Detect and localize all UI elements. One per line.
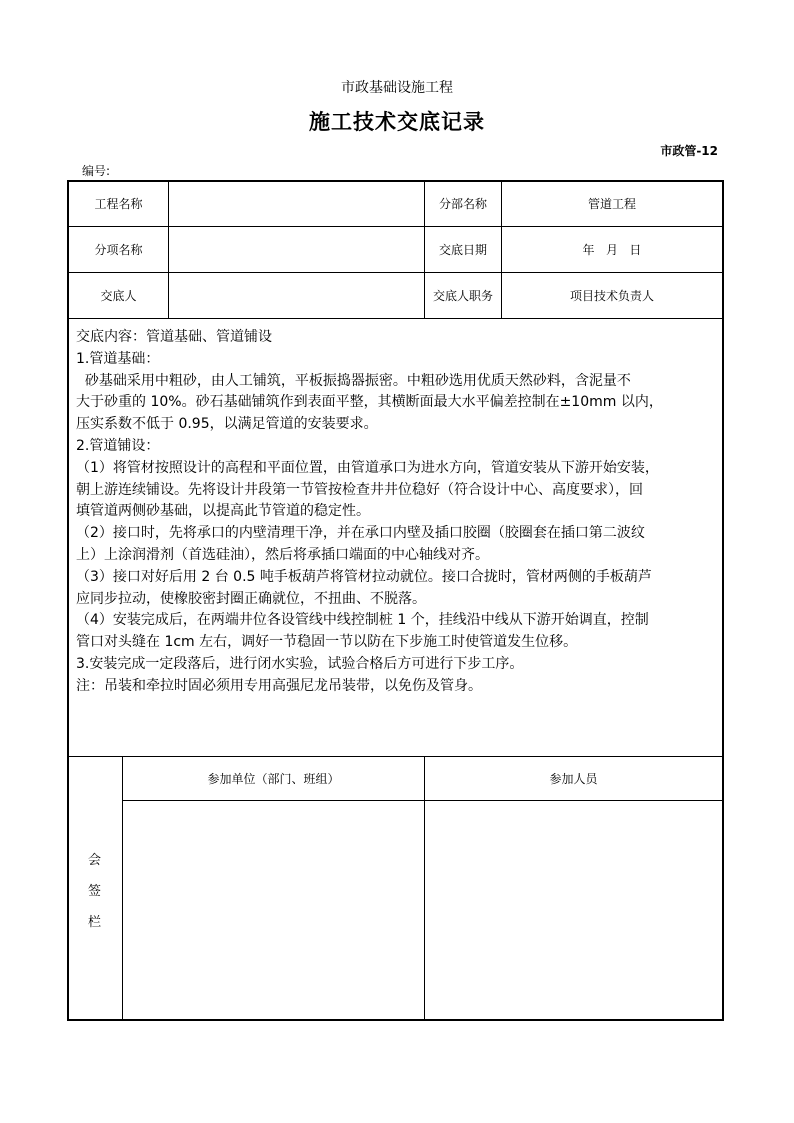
- participants-header: 参加人员: [549, 771, 598, 786]
- content-line: 大于砂重的 10%。砂石基础铺筑作到表面平整，其横断面最大水平偏差控制在±10mm 以内，: [76, 394, 663, 411]
- content-line: 注：吊装和牵拉时固必须用专用高强尼龙吊装带，以免伤及管身。: [76, 677, 482, 694]
- briefer-position-field[interactable]: 项目技术负责人: [569, 288, 654, 303]
- serial-number-label: 编号:: [82, 164, 111, 178]
- briefing-content: [76, 327, 721, 698]
- content-line: 3.安装完成一定段落后，进行闭水实验，试验合格后方可进行下步工序。: [76, 655, 524, 672]
- briefing-date-label: 交底日期: [438, 242, 487, 257]
- project-category-subtitle: 市政基础设施工程: [341, 80, 453, 96]
- row-divider: [67, 318, 724, 319]
- content-line: 管口对头缝在 1cm 左右，调好一节稳固一节以防在下步施工时使管道发生位移。: [76, 634, 578, 651]
- page-title: 施工技术交底记录: [309, 110, 485, 134]
- content-line: 砂基础采用中粗砂，由人工铺筑，平板振捣器振密。中粗砂选用优质天然砂料，含泥量不: [76, 372, 631, 389]
- content-line: 填管道两侧砂基础，以提高此节管道的稳定性。: [76, 503, 370, 520]
- content-line: 压实系数不低于 0.95，以满足管道的安装要求。: [76, 416, 378, 433]
- participating-unit-signature-area[interactable]: [123, 801, 424, 1019]
- item-name-field[interactable]: [169, 227, 424, 272]
- content-line: 应同步拉动，使橡胶密封圈正确就位，不扭曲、不脱落。: [76, 590, 426, 607]
- project-name-field[interactable]: [169, 182, 424, 226]
- content-line: 2.管道铺设：: [76, 437, 160, 454]
- briefer-position-label: 交底人职务: [432, 288, 493, 303]
- content-line: （1）将管材按照设计的高程和平面位置，由管道承口为进水方向，管道安装从下游开始安装，: [76, 459, 659, 476]
- briefer-label: 交底人: [100, 288, 137, 303]
- content-line: （2）接口时，先将承口的内壁清理干净，并在承口内壁及插口胶圈（胶圈套在插口第二波纹: [76, 525, 645, 542]
- signoff-side-char: 签: [87, 884, 101, 899]
- content-line: 朝上游连续铺设。先将设计井段第一节管按检查井井位稳好（符合设计中心、高度要求），回: [76, 481, 643, 498]
- division-label: 分部名称: [438, 197, 487, 211]
- content-line: （3）接口对好后用 2 台 0.5 吨手板葫芦将管材拉动就位。接口合拢时，管材两侧的手板葫芦: [76, 568, 652, 585]
- division-field[interactable]: 管道工程: [587, 197, 636, 211]
- participants-signature-area[interactable]: [425, 801, 722, 1019]
- content-line: 交底内容：管道基础、管道铺设: [76, 329, 272, 345]
- item-name-label: 分项名称: [94, 242, 143, 257]
- signoff-side-char: 栏: [87, 915, 101, 930]
- briefing-date-field[interactable]: 年 月 日: [582, 242, 642, 257]
- content-line: （4）安装完成后，在两端井位各设管线中线控制桩 1 个，挂线沿中线从下游开始调直，控制: [76, 612, 649, 629]
- participating-unit-header: 参加单位（部门、班组）: [207, 771, 340, 786]
- content-line: 上）上涂润滑剂（首选硅油），然后将承插口端面的中心轴线对齐。: [76, 546, 489, 563]
- content-line: 1.管道基础：: [76, 350, 160, 367]
- form-number: 市政管-12: [660, 144, 718, 158]
- signoff-side-char: 会: [87, 853, 101, 868]
- briefer-field[interactable]: [169, 273, 424, 318]
- project-name-label: 工程名称: [94, 197, 143, 211]
